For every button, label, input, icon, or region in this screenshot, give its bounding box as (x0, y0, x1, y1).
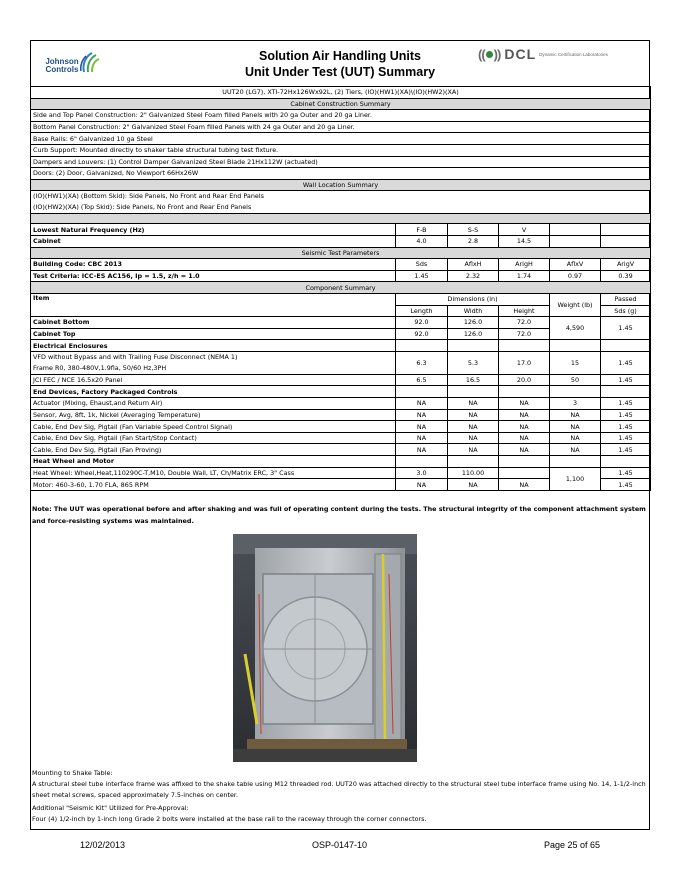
heat-wheel-label: Heat Wheel: Wheel,Heat,110290C-T,M10, Double Wall, LT, Ch/Matrix ERC, 3" Cass (31, 467, 396, 479)
mounting-heading: Mounting to Shake Table: (32, 769, 113, 777)
construction-line: Base Rails: 6" Galvanized 10 ga Steel (31, 133, 651, 145)
heat-wheel-sds: 1.45 (601, 467, 651, 479)
end-device-height: NA (499, 421, 550, 433)
seismic-header: Sds (396, 259, 448, 271)
height-header: Height (499, 305, 550, 317)
construction-line: Dampers and Louvers: (1) Control Damper Galvanized Steel Blade 21Hx112W (actuated) (31, 156, 651, 168)
width-header: Width (448, 305, 499, 317)
logo-line-1: Johnson (45, 57, 79, 66)
cabinet-top-length: 92.0 (396, 328, 448, 340)
end-device-length: NA (396, 421, 448, 433)
seismic-value: 0.97 (550, 270, 601, 282)
vfd-sds: 1.45 (601, 351, 651, 374)
construction-line: Bottom Panel Construction: 2" Galvanized Steel Foam filled Panels with 24 ga Outer and 20 ga Liner. (31, 121, 651, 133)
section-heading-seismic: Seismic Test Parameters (31, 247, 651, 259)
title-line-2: Unit Under Test (UUT) Summary (244, 65, 436, 79)
construction-line: Curb Support: Mounted directly to shaker table structural tubing test fixture. (31, 144, 651, 156)
vfd-label (31, 351, 396, 374)
end-device-sds: 1.45 (601, 409, 651, 421)
wall-location-line: (IO)(HW2)(XA) (Top Skid): Side Panels, No Front and Rear End Panels (33, 203, 252, 212)
end-device-width: NA (448, 398, 499, 410)
seismic-value: 2.32 (448, 270, 499, 282)
cabinet-bottom-width: 126.0 (448, 317, 499, 329)
motor-sds: 1.45 (601, 479, 651, 491)
end-device-label: Sensor, Avg, 8ft, 1k, Nickel (Averaging Temperature) (31, 409, 396, 421)
title-line-1: Solution Air Handling Units (258, 49, 422, 63)
seismic-header: ArigV (601, 259, 651, 271)
mounting-body: A structural steel tube interface frame was affixed to the shake table using M12 threaded rod. UUT20 was attached directly to the structural steel tube interface frame using No. 14, 1-1/2-inch sheet metal screws, spaced approximately 7.5-inches on center. (32, 780, 646, 799)
uut-description: UUT20 (LG7), XTI-72Hx126Wx92L, (2) Tiers, (IO)(HW1)(XA)\(IO)(HW2)(XA) (31, 87, 651, 99)
weight-header: Weight (lb) (550, 293, 601, 316)
end-device-label: Cable, End Dev Sig, Pigtail (Fan Proving) (31, 444, 396, 456)
uut-summary-table (30, 86, 651, 491)
vfd-height: 17.0 (499, 351, 550, 374)
end-device-length: NA (396, 444, 448, 456)
section-heading-construction: Cabinet Construction Summary (31, 98, 651, 110)
cabinet-bottom-length: 92.0 (396, 317, 448, 329)
vfd-line: VFD without Bypass and with Trailing Fuse Disconnect (NEMA 1) (33, 352, 238, 361)
jci-label: JCI FEC / NCE 16.5x20 Panel (31, 374, 396, 386)
cabinet-sds: 1.45 (601, 317, 651, 340)
end-device-weight: NA (550, 421, 601, 433)
cabinet-bottom-label: Cabinet Bottom (31, 317, 396, 329)
seismic-kit-body: Four (4) 1/2-inch by 1-inch long Grade 2 bolts were installed at the base rail to the raceway through the corner connectors. (32, 815, 427, 823)
report-header (30, 40, 650, 86)
frequency-value: 4.0 (396, 235, 448, 247)
spacer-row (31, 214, 651, 224)
dcl-logo: (( )) DCL Dynamic Certification Laboratories (478, 46, 608, 62)
footer-document-id: OSP-0147-10 (312, 840, 368, 850)
uut-test-photo (233, 534, 417, 762)
johnson-controls-logo (38, 52, 102, 80)
heat-wheel-width: 110.00 (448, 467, 499, 479)
vfd-length: 6.3 (396, 351, 448, 374)
cabinet-weight: 4,590 (550, 317, 601, 340)
test-note: Note: The UUT was operational before and after shaking and was full of operating content during the tests. The structural integrity of the component attachment system and force-resisting systems was maintained. (32, 505, 646, 525)
end-device-weight: NA (550, 444, 601, 456)
building-code: Building Code: CBC 2013 (31, 259, 396, 271)
end-device-length: NA (396, 409, 448, 421)
frequency-header: S-S (448, 224, 499, 236)
length-header: Length (396, 305, 448, 317)
end-device-width: NA (448, 432, 499, 444)
cabinet-top-height: 72.0 (499, 328, 550, 340)
end-device-height: NA (499, 444, 550, 456)
end-device-length: NA (396, 398, 448, 410)
motor-length: NA (396, 479, 448, 491)
frequency-value: 14.5 (499, 235, 550, 247)
wall-location-cell (31, 191, 651, 214)
dcl-dot-icon (486, 51, 493, 58)
electrical-heading: Electrical Enclosures (31, 340, 396, 352)
jci-sds: 1.45 (601, 374, 651, 386)
motor-height: NA (499, 479, 550, 491)
item-header: Item (31, 293, 396, 316)
end-devices-heading: End Devices, Factory Packaged Controls (31, 386, 396, 398)
seismic-header: AflxV (550, 259, 601, 271)
end-device-sds: 1.45 (601, 432, 651, 444)
heat-wheel-weight: 1,100 (550, 467, 601, 490)
motor-label: Motor: 460-3-60, 1.70 FLA, 865 RPM (31, 479, 396, 491)
vfd-width: 5.3 (448, 351, 499, 374)
seismic-value: 0.39 (601, 270, 651, 282)
end-device-height: NA (499, 432, 550, 444)
seismic-header: ArigH (499, 259, 550, 271)
end-device-weight: 3 (550, 398, 601, 410)
cabinet-bottom-height: 72.0 (499, 317, 550, 329)
end-device-weight: NA (550, 432, 601, 444)
test-criteria: Test Criteria: ICC-ES AC156, Ip = 1.5, z/h = 1.0 (31, 270, 396, 282)
seismic-value: 1.74 (499, 270, 550, 282)
jci-length: 6.5 (396, 374, 448, 386)
vfd-line: Frame R0, 380-480V,1.9fla, 50/60 Hz,3PH (33, 363, 167, 372)
cabinet-top-width: 126.0 (448, 328, 499, 340)
end-device-label: Cable, End Dev Sig, Pigtail (Fan Start/Stop Contact) (31, 432, 396, 444)
seismic-header: AflxH (448, 259, 499, 271)
air-handler-photo-image (233, 534, 417, 762)
footer-page-number: Page 25 of 65 (544, 840, 601, 850)
motor-width: NA (448, 479, 499, 491)
dcl-wordmark: DCL (504, 46, 537, 62)
frequency-label: Lowest Natural Frequency (Hz) (31, 224, 396, 236)
end-device-label: Cable, End Dev Sig, Pigtail (Fan Variable Speed Control Signal) (31, 421, 396, 433)
end-device-length: NA (396, 432, 448, 444)
cabinet-top-label: Cabinet Top (31, 328, 396, 340)
heat-wheel-length: 3.0 (396, 467, 448, 479)
heat-wheel-height (499, 467, 550, 479)
dcl-subtitle: Dynamic Certification Laboratories (539, 52, 608, 58)
footer-date: 12/02/2013 (80, 840, 126, 850)
end-device-height: NA (499, 398, 550, 410)
seismic-value: 1.45 (396, 270, 448, 282)
end-device-label: Actuator (Mixing, Ehaust,and Return Air) (31, 398, 396, 410)
end-device-weight: NA (550, 409, 601, 421)
end-device-width: NA (448, 409, 499, 421)
end-device-sds: 1.45 (601, 421, 651, 433)
end-device-sds: 1.45 (601, 444, 651, 456)
construction-line: Side and Top Panel Construction: 2" Galvanized Steel Foam filled Panels with 20 ga Outer and 20 ga Liner. (31, 110, 651, 122)
frequency-header: V (499, 224, 550, 236)
end-device-width: NA (448, 444, 499, 456)
seismic-kit-heading: Additional "Seismic Kit" Utilized for Pre-Approval: (32, 804, 189, 812)
frequency-row-label: Cabinet (31, 235, 396, 247)
jci-width: 16.5 (448, 374, 499, 386)
end-device-height: NA (499, 409, 550, 421)
jci-height: 20.0 (499, 374, 550, 386)
end-device-sds: 1.45 (601, 398, 651, 410)
page-title (200, 48, 480, 80)
frequency-value: 2.8 (448, 235, 499, 247)
dimensions-header: Dimensions (in) (396, 293, 550, 305)
johnson-controls-swirl-icon (80, 52, 100, 74)
end-device-width: NA (448, 421, 499, 433)
section-heading-wall: Wall Location Summary (31, 179, 651, 191)
wall-location-line: (IO)(HW1)(XA) (Bottom Skid): Side Panels, No Front and Rear End Panels (33, 192, 264, 201)
logo-line-2: Controls (45, 65, 79, 74)
sds-header: Sds (g) (601, 305, 651, 317)
construction-line: Doors: (2) Door, Galvanized, No Viewport 66Hx26W (31, 168, 651, 180)
frequency-header: F-B (396, 224, 448, 236)
heat-wheel-heading: Heat Wheel and Motor (31, 456, 396, 468)
section-heading-components: Component Summary (31, 282, 651, 294)
jci-weight: 50 (550, 374, 601, 386)
passed-header: Passed (601, 293, 651, 305)
vfd-weight: 15 (550, 351, 601, 374)
